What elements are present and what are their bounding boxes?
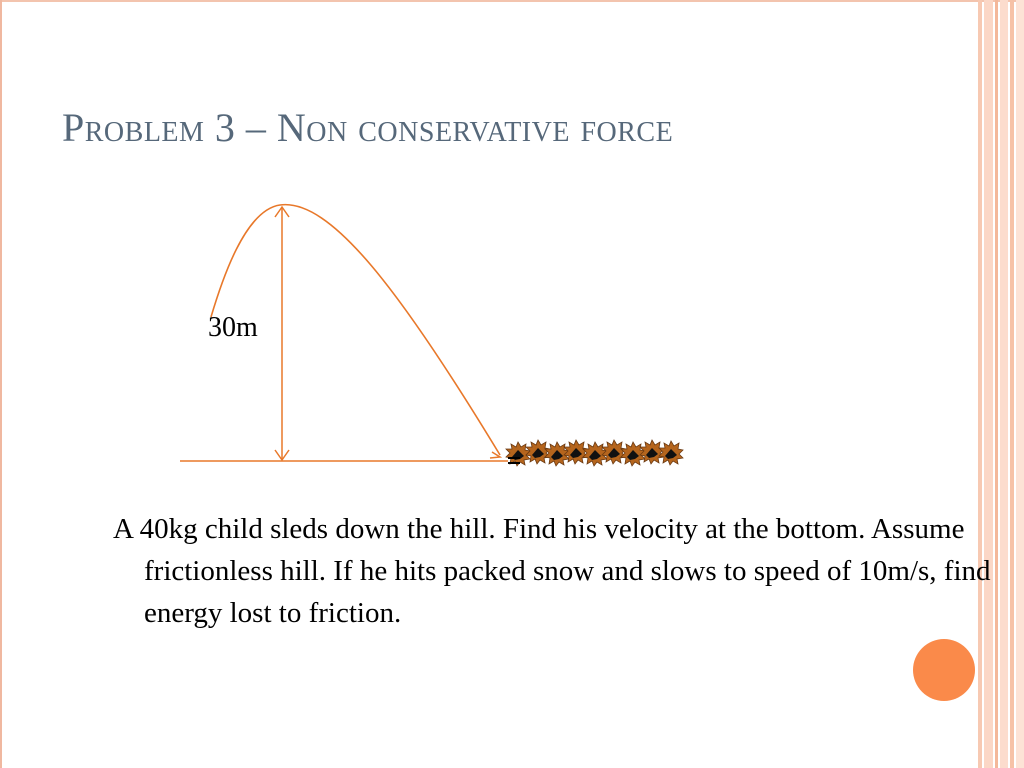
decorative-orange-circle xyxy=(913,639,975,701)
height-label: 30m xyxy=(208,312,258,343)
problem-statement: A 40kg child sleds down the hill. Find his velocity at the bottom. Assume frictionless hill. If he hits packed snow and slows to speed of 10m/s, find energy lost to friction. xyxy=(113,513,991,629)
slide-title: Problem 3 – Non conservative force xyxy=(62,105,674,150)
packed-snow-patch xyxy=(506,440,683,466)
height-arrow xyxy=(275,207,289,460)
